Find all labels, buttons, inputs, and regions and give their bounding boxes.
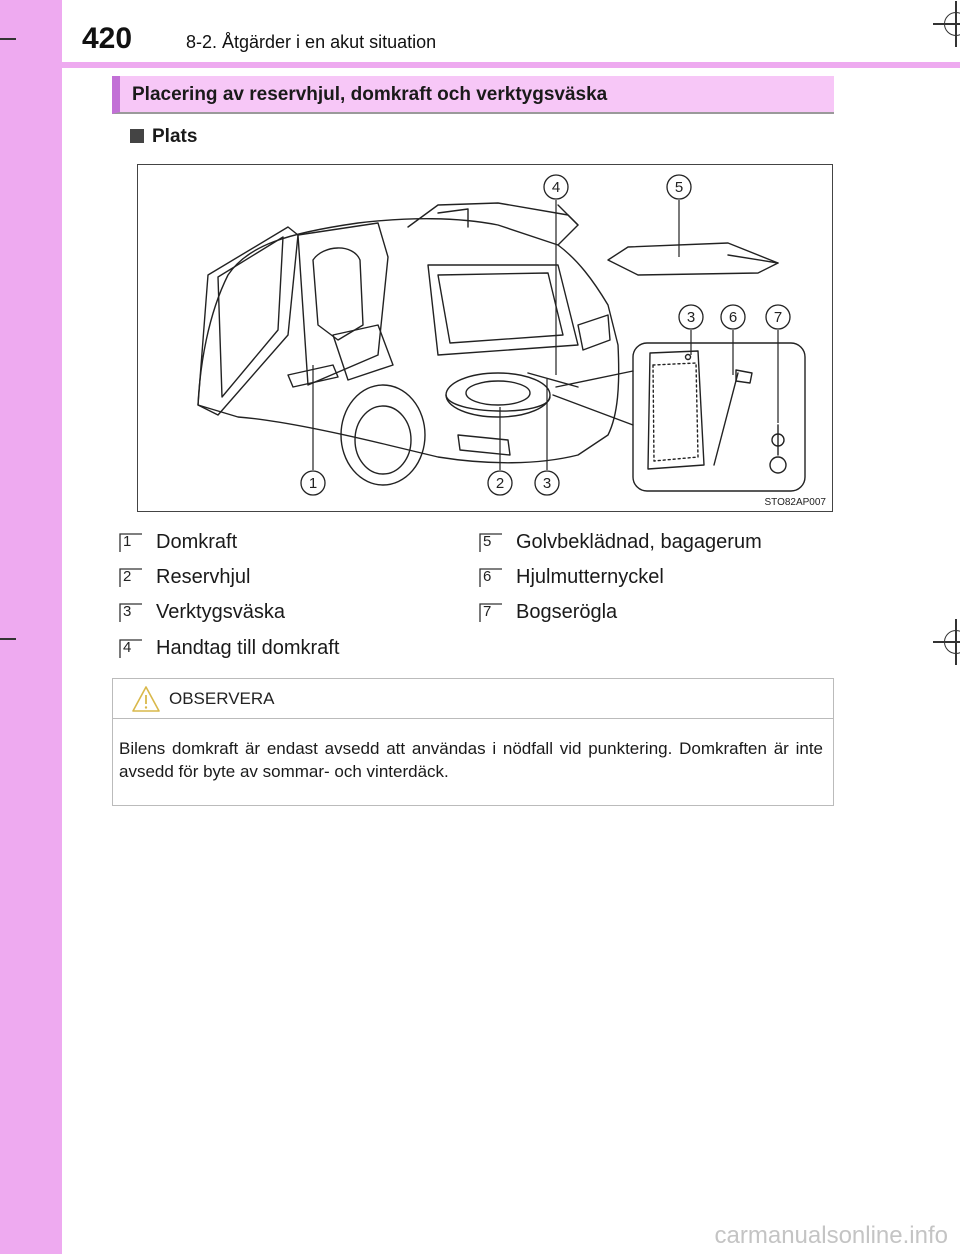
legend-number-badge: 3 — [118, 602, 144, 624]
callout-5 — [667, 175, 691, 199]
legend-label: Bogserögla — [516, 601, 618, 623]
callout-4-label: 4 — [551, 179, 561, 196]
figure-code: STO82AP007 — [764, 497, 826, 508]
section-title: 8-2. Åtgärder i en akut situation — [186, 32, 437, 52]
registration-mark-icon — [944, 12, 960, 36]
callout-5-label: 5 — [674, 179, 684, 196]
callout-1-label: 1 — [308, 475, 318, 492]
callout-3-inset — [679, 305, 703, 329]
legend-number-badge: 4 — [118, 638, 144, 660]
callout-7 — [766, 305, 790, 329]
registration-mark-icon — [944, 630, 960, 654]
subheading — [130, 126, 197, 148]
callout-3-inset-label: 3 — [686, 309, 696, 326]
page-number: 420 — [82, 22, 133, 55]
legend-label: Handtag till domkraft — [156, 637, 340, 659]
vehicle-illustration — [137, 164, 833, 512]
square-bullet-icon — [130, 129, 144, 143]
legend-number-badge: 7 — [478, 602, 504, 624]
notice-body: Bilens domkraft är endast avsedd att användas i nödfall vid punktering. Domkraften är inte avsedd för byte av sommar- och vinterdäck. — [119, 739, 823, 781]
watermark: carmanualsonline.info — [714, 1222, 948, 1249]
chapter-sidebar — [0, 0, 62, 1254]
warning-triangle-icon — [131, 684, 161, 714]
callout-3 — [535, 471, 559, 495]
callout-4 — [544, 175, 568, 199]
legend-number-badge: 5 — [478, 532, 504, 554]
notice-header — [113, 679, 833, 719]
legend-number-badge: 1 — [118, 532, 144, 554]
legend-label: Reservhjul — [156, 566, 251, 588]
subheading-text: Plats — [152, 126, 198, 147]
legend-label: Verktygsväska — [156, 601, 285, 623]
legend-label: Domkraft — [156, 531, 238, 553]
callout-2 — [488, 471, 512, 495]
legend-label: Golvbeklädnad, bagagerum — [516, 531, 762, 553]
section-heading-text: Placering av reservhjul, domkraft och verktygsväska — [132, 84, 608, 105]
header-rule — [62, 62, 960, 68]
callout-1 — [301, 471, 325, 495]
callout-3-label: 3 — [542, 475, 552, 492]
legend-label: Hjulmutternyckel — [516, 566, 664, 588]
callout-6-label: 6 — [728, 309, 738, 326]
crop-mark — [0, 38, 16, 40]
callout-7-label: 7 — [773, 309, 783, 326]
notice-box — [112, 678, 834, 806]
legend-number-badge: 6 — [478, 567, 504, 589]
section-heading — [112, 76, 834, 114]
callout-2-label: 2 — [495, 475, 505, 492]
legend-number-badge: 2 — [118, 567, 144, 589]
car-diagram — [138, 165, 834, 513]
callout-6 — [721, 305, 745, 329]
notice-title: OBSERVERA — [169, 689, 275, 708]
crop-mark — [0, 638, 16, 640]
